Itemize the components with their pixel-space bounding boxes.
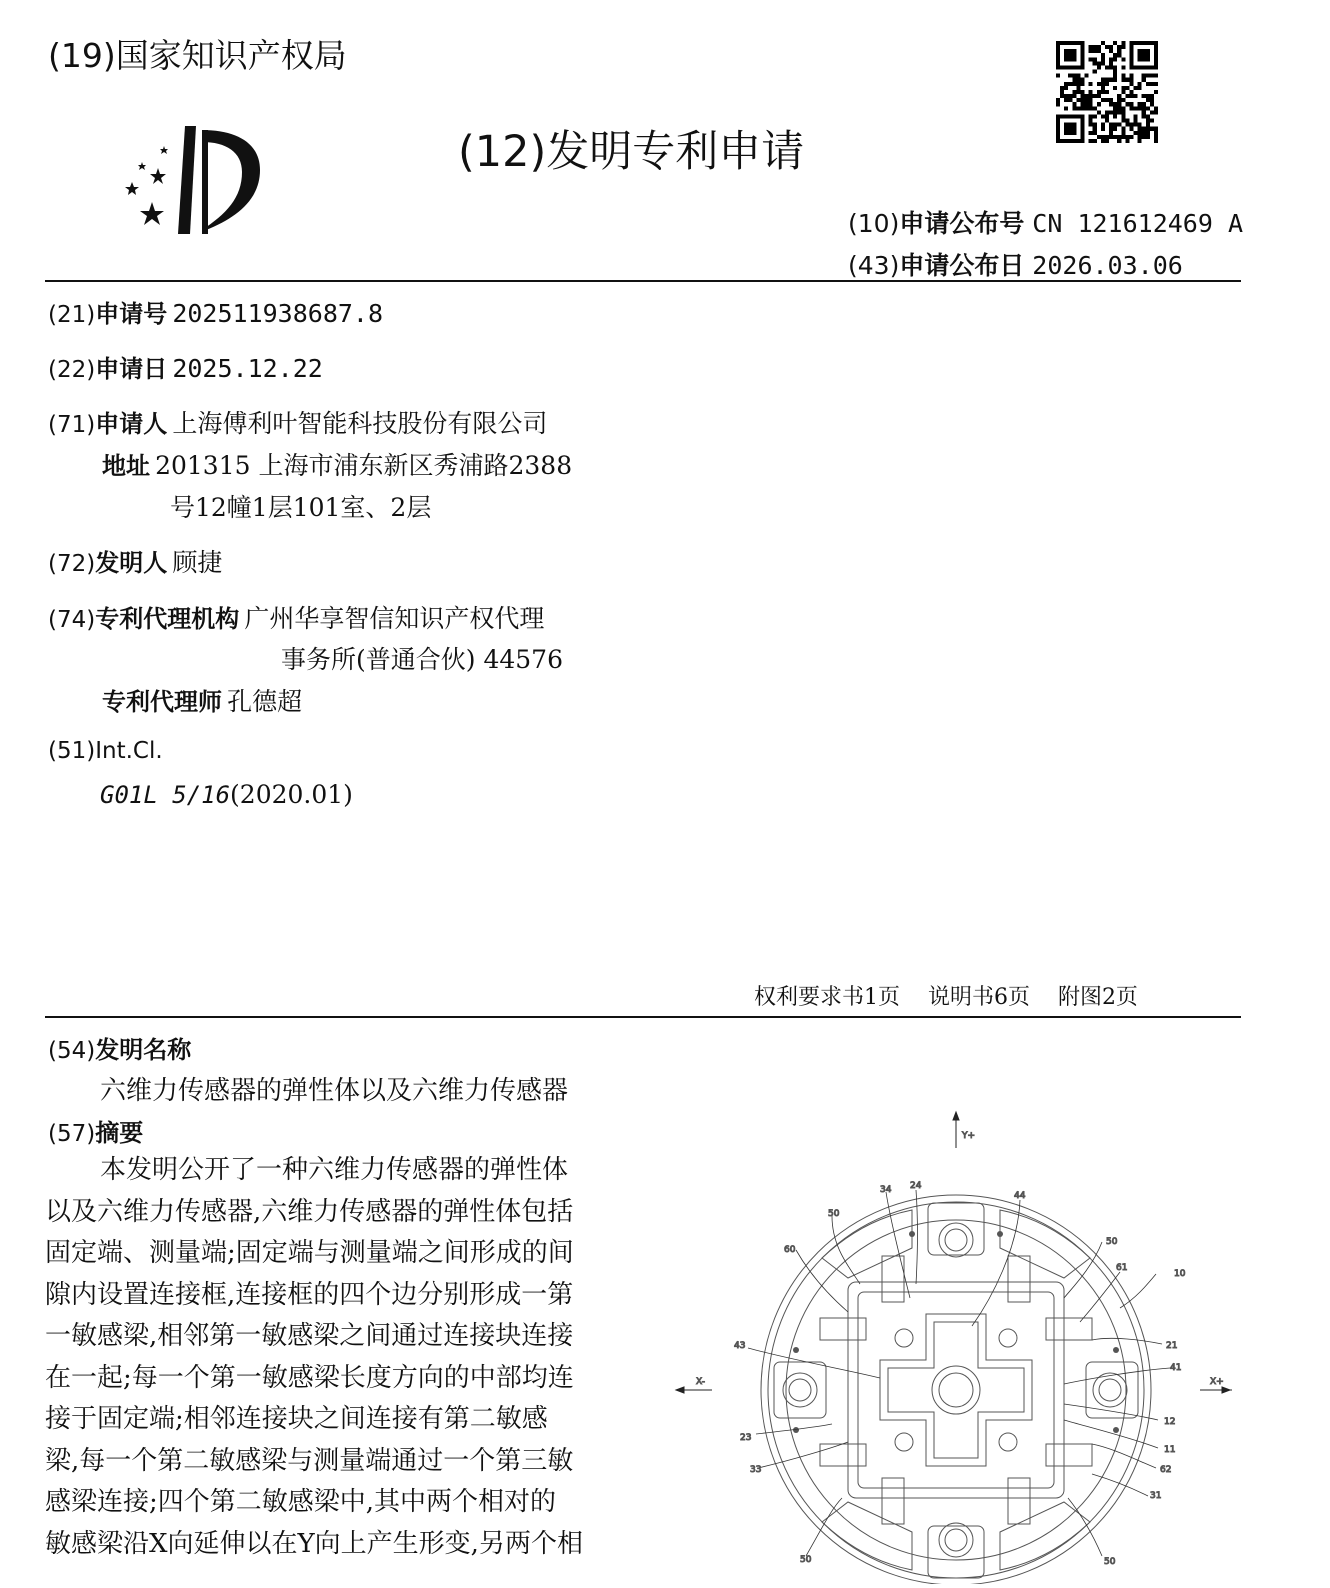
abstract-line: 在一起;每一个第一敏感梁长度方向的中部均连 <box>45 1362 574 1393</box>
application-date <box>48 349 323 384</box>
invention-title-heading <box>48 1030 191 1065</box>
address-line-2: 号12幢1层101室、2层 <box>170 493 432 522</box>
ref-number: 61 <box>1116 1263 1128 1273</box>
field-code: (21) <box>48 302 96 328</box>
field-label: 申请人 <box>95 410 168 438</box>
field-code: (72) <box>48 551 96 577</box>
abstract-line: 本发明公开了一种六维力传感器的弹性体 <box>100 1155 569 1185</box>
field-code: (74) <box>48 607 96 633</box>
office-header <box>48 30 347 77</box>
ref-number: 12 <box>1164 1417 1176 1427</box>
ref-number: 21 <box>1166 1341 1178 1351</box>
pub-date-code: (43) <box>848 251 900 280</box>
publication-number <box>848 204 1243 240</box>
pub-date-value: 2026.03.06 <box>1032 251 1183 280</box>
pub-no-value: CN 121612469 A <box>1032 209 1244 238</box>
ref-number: 41 <box>1170 1363 1182 1373</box>
field-label: 专利代理师 <box>102 688 222 716</box>
abstract-text <box>45 1150 583 1565</box>
ref-number: 44 <box>1014 1191 1026 1201</box>
field-value: 上海傅利叶智能科技股份有限公司 <box>172 409 548 438</box>
abstract-heading <box>48 1113 143 1148</box>
ipc-version: (2020.01) <box>230 780 353 809</box>
pub-no-code: (10) <box>848 209 900 238</box>
applicant <box>48 404 547 440</box>
field-label: 申请日 <box>95 355 168 383</box>
axis-label-x-minus: X- <box>696 1377 705 1387</box>
doc-type-code: (12) <box>458 127 547 177</box>
field-label: 专利代理机构 <box>95 605 240 633</box>
ref-number: 50 <box>1104 1557 1116 1567</box>
summary-divider <box>45 1016 1241 1018</box>
header-divider <box>45 280 1241 282</box>
cnipa-logo <box>118 122 268 240</box>
ref-number: 50 <box>800 1555 812 1565</box>
ref-number: 10 <box>1174 1269 1186 1279</box>
ref-number: 24 <box>910 1181 922 1191</box>
doc-type-heading <box>458 118 804 179</box>
abstract-line: 隙内设置连接框,连接框的四个边分别形成一第 <box>45 1279 574 1310</box>
publication-date <box>848 246 1183 282</box>
field-code: (22) <box>48 357 96 383</box>
axis-label-y-plus: Y+ <box>962 1131 976 1141</box>
field-label: 发明人 <box>95 549 168 577</box>
ipc-class: G01L 5/16 <box>100 781 231 809</box>
ref-number: 11 <box>1164 1445 1176 1455</box>
field-value: 顾捷 <box>172 548 223 577</box>
field-code: (57) <box>48 1121 96 1147</box>
ipc-classification <box>48 738 163 764</box>
abstract-line: 固定端、测量端;固定端与测量端之间形成的间 <box>45 1238 574 1268</box>
doc-type: 发明专利申请 <box>546 127 805 177</box>
ref-number: 50 <box>1106 1237 1118 1247</box>
ref-number: 34 <box>880 1185 892 1195</box>
ref-number: 43 <box>734 1341 746 1351</box>
agency-line-1: 广州华享智信知识产权代理 <box>244 604 545 633</box>
patent-agency <box>48 599 544 635</box>
abstract-line: 以及六维力传感器,六维力传感器的弹性体包括 <box>45 1196 574 1227</box>
agency-line-2: 事务所(普通合伙) 44576 <box>281 645 563 674</box>
applicant-address <box>102 446 572 482</box>
ref-number: 33 <box>750 1465 762 1475</box>
pages-summary: 权利要求书1页 说明书6页 附图2页 <box>754 985 1138 1010</box>
ref-number: 50 <box>828 1209 840 1219</box>
office-name: 国家知识产权局 <box>115 36 347 75</box>
office-code: (19) <box>48 36 116 75</box>
qr-code-icon <box>1056 41 1158 143</box>
pub-no-label: 申请公布号 <box>899 209 1025 238</box>
ref-number: 31 <box>1150 1491 1162 1501</box>
field-code: (71) <box>48 412 96 438</box>
pub-date-label: 申请公布日 <box>899 251 1025 280</box>
application-number <box>48 294 383 329</box>
field-label: 发明名称 <box>95 1036 192 1064</box>
field-code: (54) <box>48 1038 96 1064</box>
field-label: 地址 <box>102 452 150 480</box>
field-code: (51) <box>48 738 96 764</box>
axis-label-x-plus: X+ <box>1210 1377 1224 1387</box>
field-label: 摘要 <box>95 1119 144 1147</box>
abstract-line: 感梁连接;四个第二敏感梁中,其中两个相对的 <box>45 1487 557 1517</box>
ref-number: 23 <box>740 1433 752 1443</box>
field-label: Int.Cl. <box>95 738 163 764</box>
invention-title: 六维力传感器的弹性体以及六维力传感器 <box>100 1076 569 1106</box>
abstract-line: 梁,每一个第二敏感梁与测量端通过一个第三敏 <box>45 1445 574 1476</box>
field-value: 2025.12.22 <box>172 354 323 383</box>
address-line-1: 201315 上海市浦东新区秀浦路2388 <box>155 451 573 480</box>
abstract-line: 一敏感梁,相邻第一敏感梁之间通过连接块连接 <box>45 1321 574 1351</box>
ipc-entry <box>100 780 353 809</box>
field-label: 申请号 <box>95 300 168 328</box>
ref-number: 60 <box>784 1245 796 1255</box>
abstract-line: 接于固定端;相邻连接块之间连接有第二敏感 <box>45 1404 548 1434</box>
abstract-line: 敏感梁沿X向延伸以在Y向上产生形变,另两个相 <box>45 1528 583 1559</box>
inventor <box>48 543 222 579</box>
ref-number: 62 <box>1160 1465 1172 1475</box>
patent-agent <box>102 682 302 718</box>
field-value: 202511938687.8 <box>172 299 384 328</box>
field-value: 孔德超 <box>227 687 303 716</box>
abstract-drawing <box>672 1108 1232 1584</box>
